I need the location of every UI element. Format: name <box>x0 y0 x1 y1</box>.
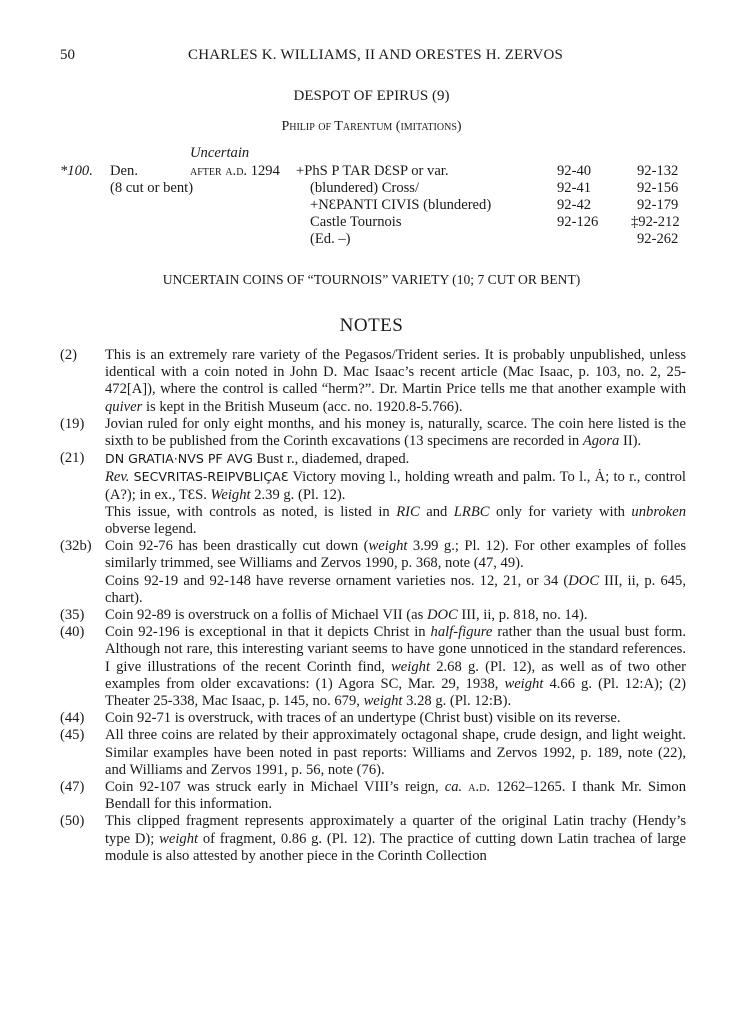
note-text-span: Jovian ruled for only eight months, and his money is, naturally, scarce. The coin here listed is the sixth to be published from the Corinth excavations (13 specimens are recorded in <box>105 415 686 450</box>
note-text <box>105 624 686 710</box>
inventory-col2-4: ‡92-212 <box>631 214 680 230</box>
note-italic: DOC <box>568 572 600 589</box>
section-subtitle-philip: Philip of Tarentum (imitations) <box>281 119 462 134</box>
catalog-denomination: Den. <box>110 163 138 179</box>
note-number: (45) <box>60 727 85 744</box>
note-italic: weight <box>368 538 408 555</box>
inventory-col2-2: 92-156 <box>637 180 679 196</box>
catalog-count: (8 cut or bent) <box>110 180 194 196</box>
note-item <box>60 710 686 727</box>
note-italic: unbroken <box>631 503 686 520</box>
catalog-date-heading: Uncertain <box>190 145 250 161</box>
note-text-span: Bust r., diademed, draped. <box>252 451 410 468</box>
note-number: (50) <box>60 813 85 830</box>
note-text-span: This clipped fragment represents approximately a quarter of the original Latin trachy (Hendy’s type D); <box>105 813 686 847</box>
inventory-col2-3: 92-179 <box>637 197 679 213</box>
note-text: All three coins are related by their approximately octagonal shape, crude design, and light weight. Similar examples have been noted in past reports: Williams and Zervos 1992, p. 189, note (22), and Williams and Zervos 1991, p. 56, note (76). <box>105 727 686 778</box>
inventory-col1-2: 92-41 <box>557 180 592 196</box>
note-text-span: III, ii, p. 645, chart). <box>105 572 686 606</box>
note-item <box>60 416 686 450</box>
note-text: Coin 92-71 is overstruck, with traces of an undertype (Christ bust) visible on its reverse. <box>105 710 621 727</box>
section-title-uncertain: UNCERTAIN COINS OF “TOURNOIS” VARIETY (10; 7 CUT OR BENT) <box>162 272 581 287</box>
note-text-span: Coin 92-196 is exceptional in that it depicts Christ in <box>105 624 431 641</box>
note-text-span: and <box>419 503 454 520</box>
note-italic: ca. <box>444 779 463 796</box>
note-text-span: This is an extremely rare variety of the Pegasos/Trident series. It is probably unpublished, unless identical with a coin noted in John D. Mac Isaac’s recent article (Mac Isaac, p. 103, no. 2, 25-472[A]), where the control is called “herm?”. Dr. Martin Price tells me that another example with <box>105 347 686 398</box>
section-title-despot: DESPOT OF EPIRUS (9) <box>293 88 450 104</box>
note-number: (47) <box>60 779 85 796</box>
coin-legend-reverse: SECVRITAS-REIPVBLIÇAƐ <box>133 469 289 485</box>
note-number: (44) <box>60 710 85 727</box>
catalog-date: after a.d. 1294 <box>190 163 280 179</box>
inventory-col1-1: 92-40 <box>557 163 592 179</box>
note-italic: weight <box>363 693 403 710</box>
note-text <box>105 347 686 416</box>
note-italic: half-figure <box>430 624 493 641</box>
note-text-span: 2.39 g. (Pl. 12). <box>250 486 346 503</box>
note-italic: RIC <box>396 503 420 520</box>
note-item <box>60 538 686 607</box>
catalog-descr-4: Castle Tournois <box>310 214 402 230</box>
note-number: (32b) <box>60 538 92 555</box>
note-text-span: of fragment, 0.86 g. (Pl. 12). The practice of cutting down Latin trachea of large module is also attested by another piece in the Corinth Collection <box>105 830 686 864</box>
note-text-span: II). <box>619 433 642 450</box>
note-italic: weight <box>504 675 544 692</box>
note-text-span: 3.28 g. (Pl. 12:B). <box>402 693 512 710</box>
coin-legend-obverse: DN GRATIA·NVS PF AVG <box>105 451 253 467</box>
note-text <box>105 538 686 607</box>
inventory-col1-3: 92-42 <box>557 197 592 213</box>
note-text-span: This issue, with controls as noted, is listed in <box>105 503 397 520</box>
note-italic: LRBC <box>453 503 490 520</box>
note-text <box>105 607 686 624</box>
note-text-span: 1262–1265. I thank Mr. Simon Bendall for this information. <box>105 779 687 813</box>
note-text-span: obverse legend. <box>105 521 197 538</box>
note-text-span: Coin 92-107 was struck early in Michael VIII’s reign, <box>105 779 445 796</box>
note-number: (35) <box>60 607 85 624</box>
note-text <box>105 450 686 538</box>
note-text-span: rather than the usual bust form. Although not rare, this interesting variant seems to have gone unnoticed in the standard references. I give illustrations of the recent Corinth find, <box>105 624 686 675</box>
note-text-span: 3.99 g.; Pl. 12). For other examples of folles similarly trimmed, see Williams and Zervos 1990, p. 368, note (47, 49). <box>105 538 687 572</box>
note-italic: Rev. <box>105 469 130 486</box>
note-text-span: Coin 92-89 is overstruck on a follis of Michael VII (as <box>105 607 427 624</box>
note-number: (2) <box>60 347 78 363</box>
note-italic: DOC <box>426 607 458 624</box>
note-italic: quiver <box>105 398 143 415</box>
note-number: (19) <box>60 415 85 432</box>
note-italic: Weight <box>210 486 251 503</box>
page-number: 50 <box>60 47 75 63</box>
note-item <box>60 624 686 710</box>
note-text <box>105 416 686 450</box>
note-item <box>60 727 686 779</box>
note-item <box>60 779 686 813</box>
catalog-number: *100. <box>60 163 93 179</box>
note-text-span: 4.66 g. (Pl. 12:A); (2) Theater 25-338, Mac Isaac, p. 145, no. 679, <box>105 675 686 710</box>
catalog-descr-1: +PhS P TAR DƐSP or var. <box>296 163 449 179</box>
note-italic: weight <box>391 658 430 675</box>
catalog-descr-3: +NƐPANTI CIVIS (blundered) <box>310 197 492 213</box>
note-text-span: only for variety with <box>489 503 632 520</box>
note-text-span: III, ii, p. 818, no. 14). <box>457 607 588 624</box>
catalog-descr-2: (blundered) Cross/ <box>310 180 420 196</box>
catalog-descr-5: (Ed. –) <box>310 231 351 247</box>
note-italic: Agora <box>582 433 620 450</box>
note-text <box>105 813 686 865</box>
note-italic: weight <box>159 830 199 847</box>
inventory-col2-5: 92-262 <box>637 231 679 247</box>
note-item <box>60 450 686 538</box>
note-text-span: 2.68 g. (Pl. 12), as well as of two other examples from older excavations: (1) Agora SC, Mar. 29, 1938, <box>105 658 686 692</box>
note-text-span: Coin 92-76 has been drastically cut down ( <box>105 538 369 555</box>
note-text-span: is kept in the British Museum (acc. no. 1920.8-5.766). <box>142 398 463 415</box>
note-number: (21) <box>60 450 85 467</box>
notes-list <box>60 347 686 865</box>
inventory-col2-1: 92-132 <box>637 163 679 179</box>
note-item <box>60 813 686 865</box>
note-text-span: Coins 92-19 and 92-148 have reverse ornament varieties nos. 12, 21, or 34 ( <box>105 572 569 589</box>
note-text-span: Victory moving l., holding wreath and palm. To l., Ȧ; to r., control (A?); in ex., TƐS. <box>105 469 686 503</box>
notes-heading: NOTES <box>339 315 404 336</box>
running-title: CHARLES K. WILLIAMS, II AND ORESTES H. ZERVOS <box>188 47 564 63</box>
note-item <box>60 347 686 416</box>
inventory-col1-4: 92-126 <box>557 214 599 230</box>
note-text <box>105 779 686 813</box>
note-number: (40) <box>60 624 85 641</box>
note-smallcaps: a.d. <box>462 779 491 796</box>
note-item <box>60 607 686 624</box>
